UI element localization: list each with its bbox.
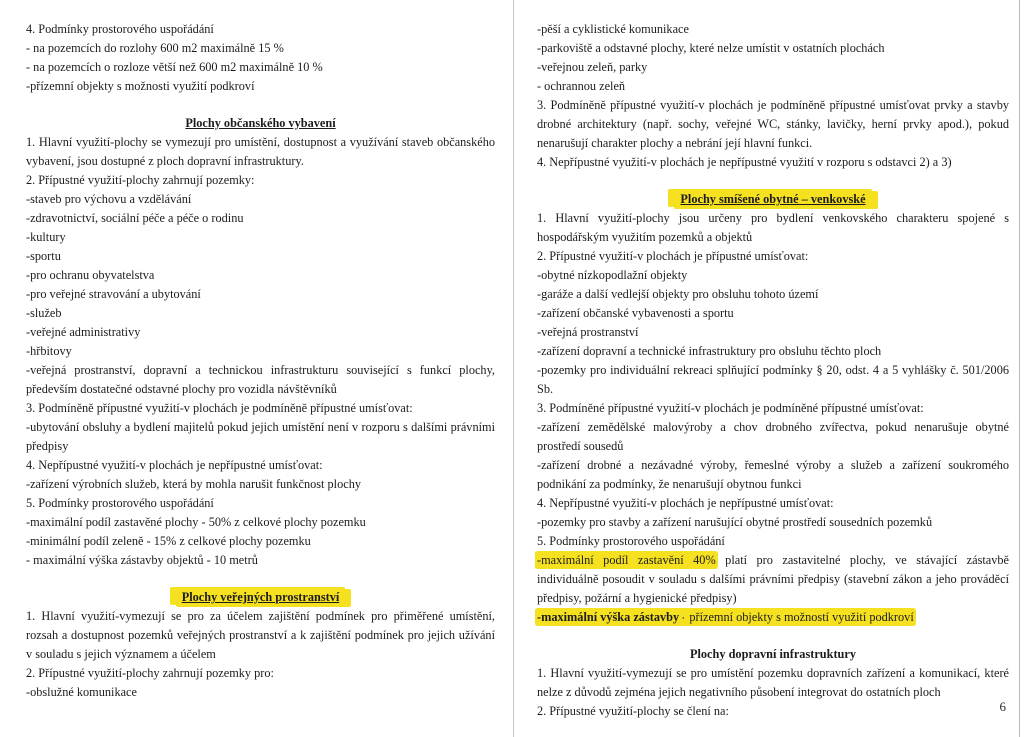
paragraph-line: 1. Hlavní využití-vymezují se pro umístění pozemku dopravních zařízení a komunikací, které nelze z důvodů zejména jejich negativního působení integrovat do ostatních ploch [537, 666, 1009, 699]
paragraph-line: - maximální výška zástavby objektů - 10 metrů [26, 553, 258, 567]
paragraph-line: -obytné nízkopodlažní objekty [537, 268, 688, 282]
paragraph-line: - ochrannou zeleň [537, 79, 626, 93]
paragraph-line: 2. Přípustné využití-plochy se člení na: [537, 704, 729, 718]
page-edge-line [1019, 0, 1020, 737]
highlighted-text: přízemní objekty s možností využití podkroví [686, 610, 914, 624]
section-heading [26, 114, 495, 133]
paragraph-line: -veřejnou zeleň, parky [537, 60, 648, 74]
paragraph-line: -obslužné komunikace [26, 685, 137, 699]
text-segment: platí pro zastavitelné plochy, ve stávající zástavbě individuálně posoudit v souladu s dalšími právními předpisy (stavební zákon a jeho prováděcí předpisy, požární a hygienické předpisy) [537, 553, 1009, 605]
right-column [537, 20, 1009, 721]
paragraph-line: 3. Podmíněně přípustné využití-v plochách je podmíněně přípustné umísťovat: [26, 401, 413, 415]
paragraph-line: -veřejné administrativy [26, 325, 141, 339]
paragraph-line: 5. Podmínky prostorového uspořádání [26, 496, 214, 510]
paragraph-line: -veřejná prostranství, dopravní a technickou infrastrukturu související s funkcí plochy, především dostatečné odstavné plochy pro vozidla návštěvníků [26, 363, 495, 396]
paragraph-line: 3. Podmíněně přípustné využití-v plochách je podmíněně přípustné umísťovat prvky a stavby drobné architektury (např. sochy, veřejné WC, stánky, lavičky, herní prvky apod.), pokud nenarušují charakter plochy a nebrání její hlavní funkci. [537, 98, 1009, 150]
column-divider-line [513, 0, 514, 737]
paragraph-line: -kultury [26, 230, 66, 244]
paragraph-line: -hřbitovy [26, 344, 72, 358]
paragraph-line: -pěší a cyklistické komunikace [537, 22, 689, 36]
paragraph-line: 2. Přípustné využití-plochy zahrnují pozemky pro: [26, 666, 274, 680]
paragraph-line: -pro veřejné stravování a ubytování [26, 287, 201, 301]
paragraph-line: -pro ochranu obyvatelstva [26, 268, 155, 282]
paragraph-line: -veřejná prostranství [537, 325, 639, 339]
left-column [26, 20, 495, 702]
paragraph-line: 1. Hlavní využití-vymezují se pro za účelem zajištění podmínek pro přiměřené umístění, rozsah a dostupnost pozemků veřejných prostranství a k zajištění podmínek pro jejich užívání v souladu s jejich významem a účelem [26, 609, 495, 661]
paragraph-line: -zařízení dopravní a technické infrastruktury pro obsluhu těchto ploch [537, 344, 882, 358]
paragraph-line: 1. Hlavní využití-plochy jsou určeny pro bydlení venkovského charakteru spojené s hospodářským využitím pozemků a objektů [537, 211, 1009, 244]
highlighted-text: -maximální podíl zastavění 40% [537, 553, 716, 567]
paragraph-line: -sportu [26, 249, 61, 263]
paragraph-line: -minimální podíl zeleně - 15% z celkové plochy pozemku [26, 534, 311, 548]
paragraph-line: -pozemky pro stavby a zařízení narušující obytné prostředí sousedních pozemků [537, 515, 933, 529]
section-heading-text: Plochy veřejných prostranství [174, 589, 348, 605]
paragraph-line: -garáže a další vedlejší objekty pro obsluhu tohoto území [537, 287, 819, 301]
paragraph-line: -staveb pro výchovu a vzdělávání [26, 192, 192, 206]
paragraph-line: -pozemky pro individuální rekreaci splňující podmínky § 20, odst. 4 a 5 vyhlášky č. 501/2006 Sb. [537, 363, 1009, 396]
paragraph-line: 4. Nepřípustné využití-v plochách je nepřípustné umísťovat: [537, 496, 834, 510]
paragraph-line: 5. Podmínky prostorového uspořádání [537, 534, 725, 548]
paragraph-line: -parkoviště a odstavné plochy, které nelze umístit v ostatních plochách [537, 41, 885, 55]
section-heading-text: Plochy dopravní infrastruktury [689, 647, 857, 661]
section-heading [26, 588, 495, 607]
paragraph-line: 4. Podmínky prostorového uspořádání [26, 22, 214, 36]
paragraph-line: -ubytování obsluhy a bydlení majitelů pokud jejich umístění není v rozporu s dalšími právními předpisy [26, 420, 495, 453]
paragraph-line: -maximální podíl zastavěné plochy - 50% z celkové plochy pozemku [26, 515, 366, 529]
paragraph-line: 1. Hlavní využití-plochy se vymezují pro umístění, dostupnost a využívání staveb občanského vybavení, jsou dostupné z ploch dopravní infrastruktury. [26, 135, 495, 168]
paragraph-line [537, 608, 1009, 627]
paragraph-line: - na pozemcích o rozloze větší než 600 m2 maximálně 10 % [26, 60, 323, 74]
section-heading [537, 645, 1009, 664]
highlighted-text: -maximální výška zástavby - [537, 610, 687, 624]
paragraph-line: 2. Přípustné využití-v plochách je přípustné umísťovat: [537, 249, 809, 263]
paragraph-line: -přízemní objekty s možnosti využití podkroví [26, 79, 255, 93]
section-heading-text: Plochy smíšené obytné – venkovské [672, 191, 873, 207]
paragraph-line: - na pozemcích do rozlohy 600 m2 maximálně 15 % [26, 41, 284, 55]
paragraph-line: -zdravotnictví, sociální péče a péče o rodinu [26, 211, 244, 225]
section-heading-text: Plochy občanského vybavení [185, 116, 336, 130]
paragraph-line: -zařízení občanské vybavenosti a sportu [537, 306, 734, 320]
paragraph-line: 4. Nepřípustné využití-v plochách je nepřípustné využití v rozporu s odstavci 2) a 3) [537, 155, 952, 169]
paragraph-line: 4. Nepřípustné využití-v plochách je nepřípustné umísťovat: [26, 458, 323, 472]
paragraph-line: -zařízení zemědělské malovýroby a chov drobného zvířectva, pokud nenarušuje obytné prostředí sousedů [537, 420, 1009, 453]
paragraph-line: -služeb [26, 306, 62, 320]
page-number: 6 [999, 699, 1006, 714]
paragraph-line: -zařízení drobné a nezávadné výroby, řemeslné výroby a služeb a zařízení soukromého podnikání za podmínky, že nenarušují obytnou funkci [537, 458, 1009, 491]
paragraph-line: 3. Podmíněné přípustné využití-v plochách je podmíněné přípustné umísťovat: [537, 401, 924, 415]
paragraph-line: 2. Přípustné využití-plochy zahrnují pozemky: [26, 173, 255, 187]
paragraph-line: -zařízení výrobních služeb, která by mohla narušit funkčnost plochy [26, 477, 361, 491]
paragraph-line [537, 551, 1009, 608]
section-heading [537, 190, 1009, 209]
